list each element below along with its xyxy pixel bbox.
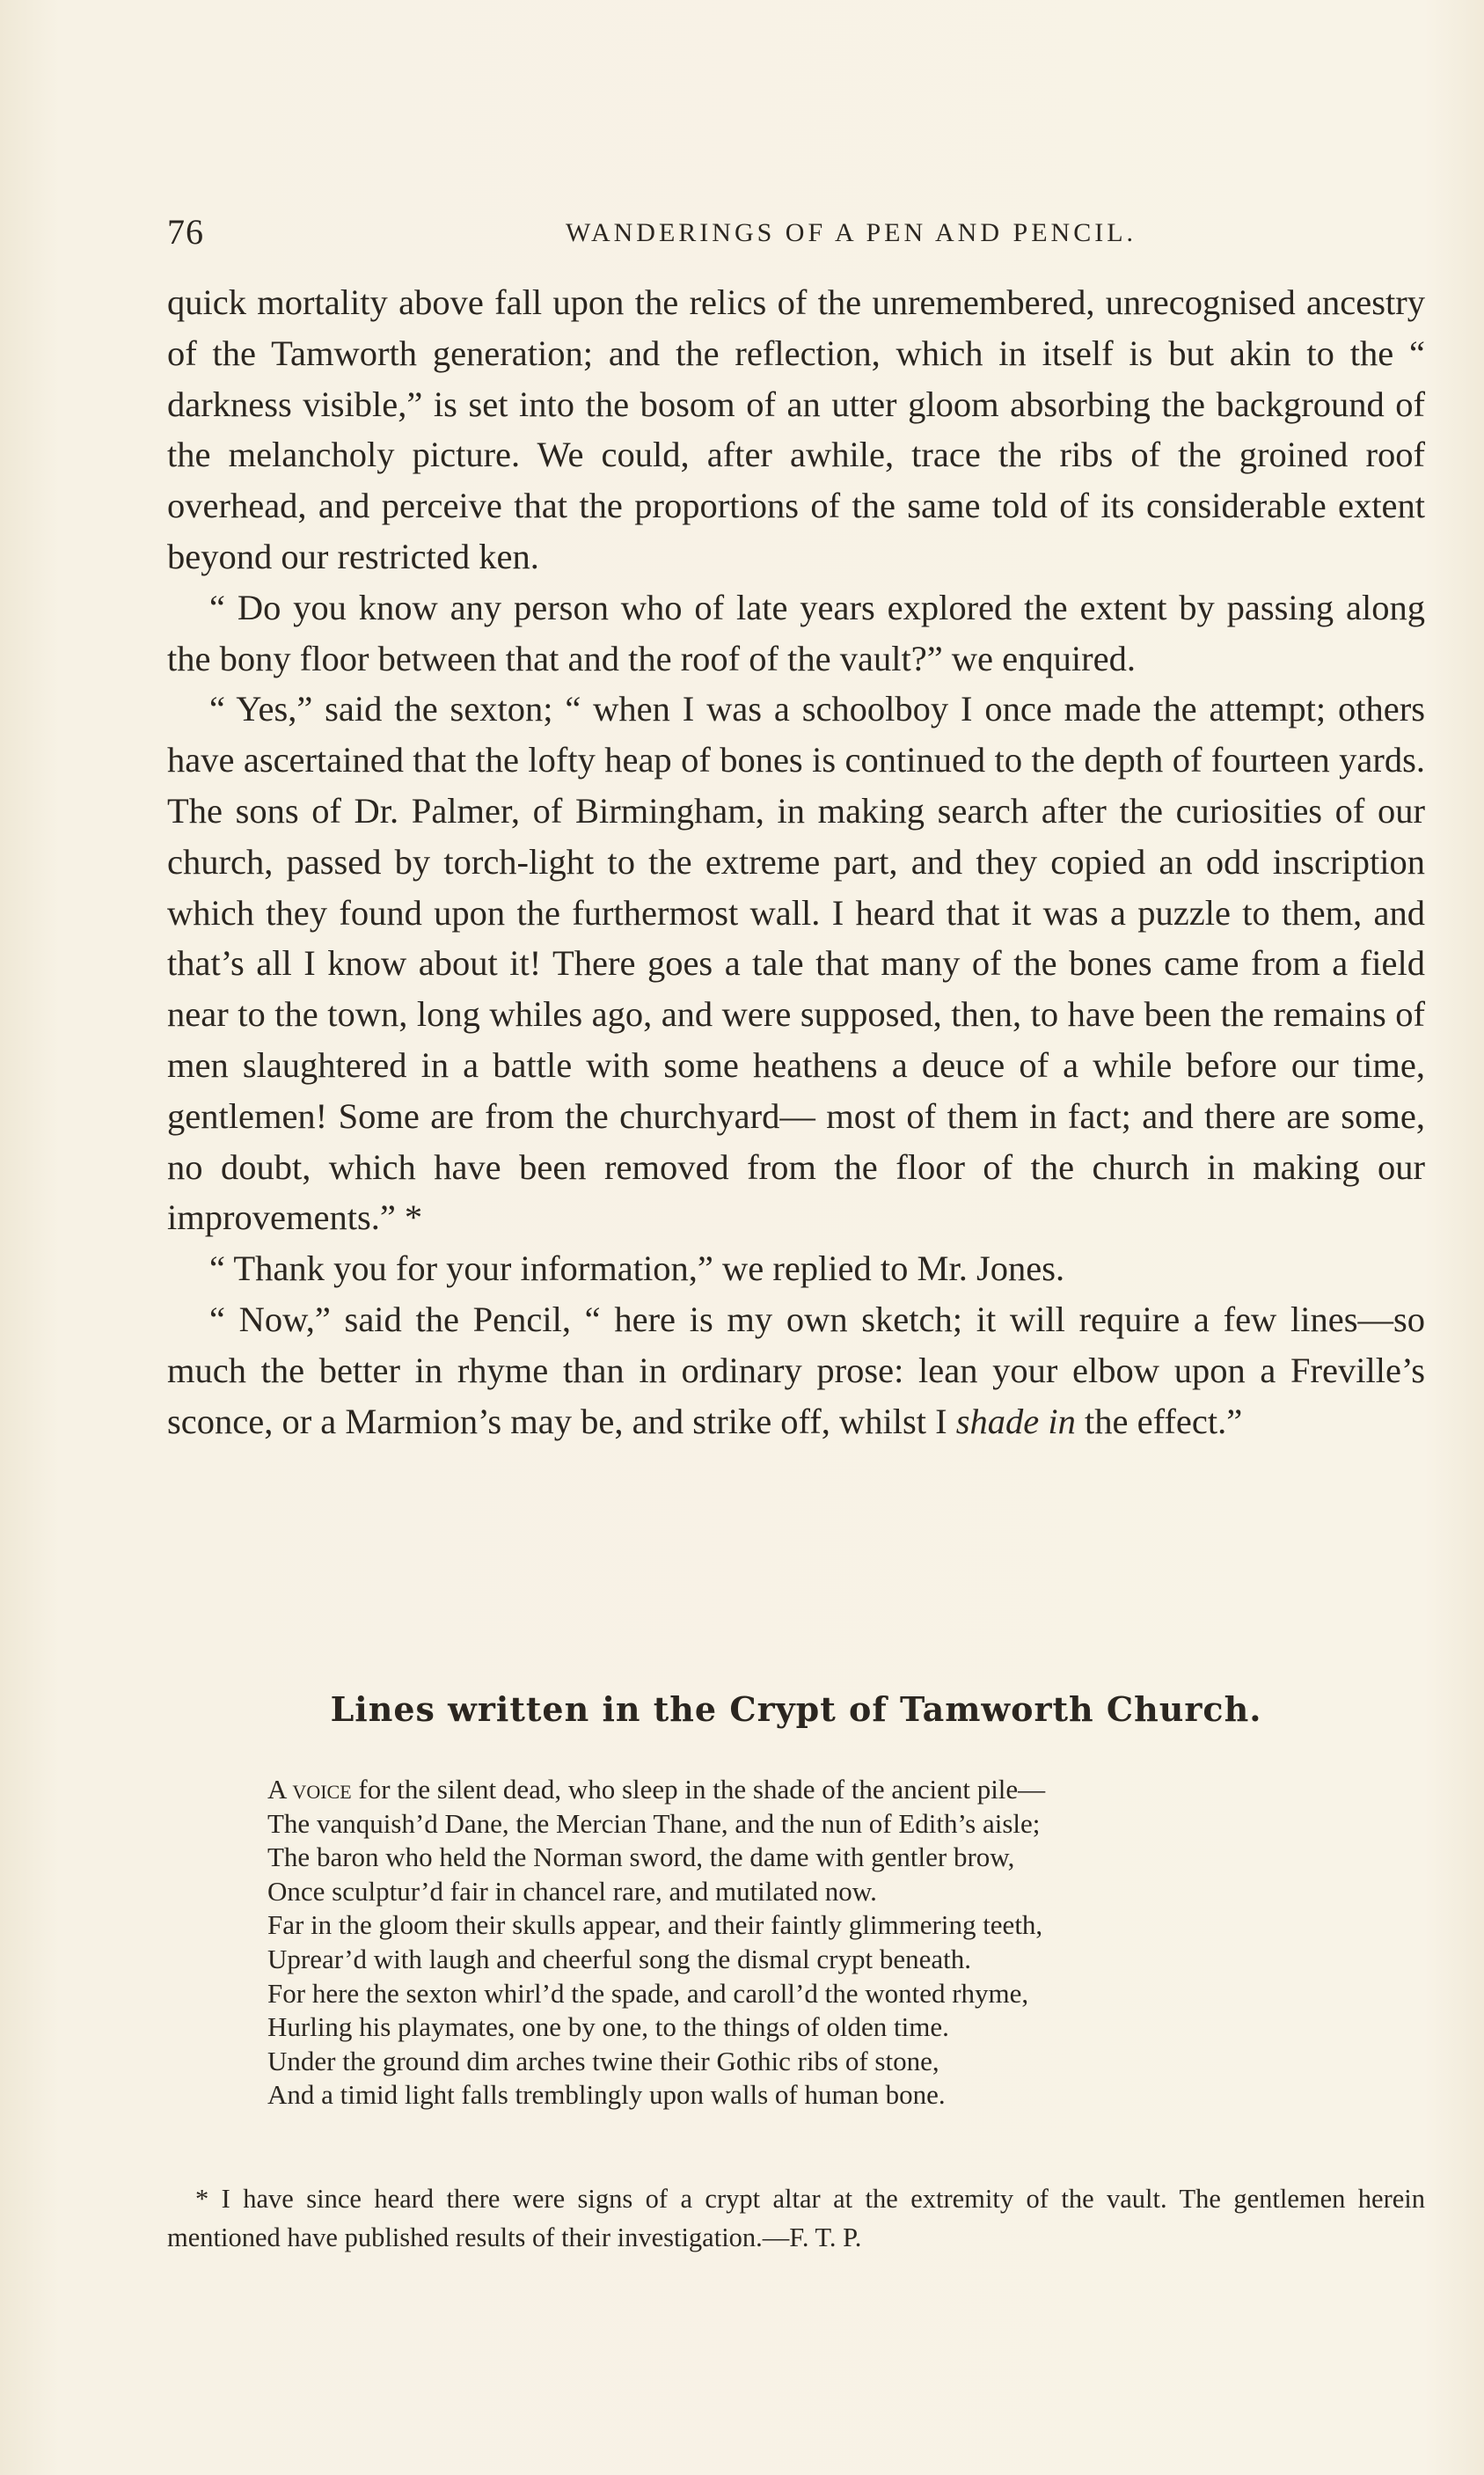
poem-line: The vanquish’d Dane, the Mercian Thane, and the nun of Edith’s aisle; xyxy=(267,1807,1041,1839)
poem-title: Lines written in the Crypt of Tamworth Church. xyxy=(330,1689,1262,1729)
paragraph-4: “ Thank you for your information,” we replied to Mr. Jones. xyxy=(209,1248,1065,1289)
poem-line: For here the sexton whirl’d the spade, and caroll’d the wonted rhyme, xyxy=(267,1977,1029,2009)
body-text xyxy=(167,277,1425,1446)
poem-line: Hurling his playmates, one by one, to the things of olden time. xyxy=(267,2011,949,2043)
page-header xyxy=(167,211,1429,255)
paragraph-5-end: the effect.” xyxy=(1085,1401,1243,1441)
poem-first-words: A voice xyxy=(267,1774,352,1805)
poem-line: Once sculptur’d fair in chancel rare, and mutilated now. xyxy=(267,1875,877,1907)
paragraph-5-text: “ Now,” said the Pencil, “ here is my own sketch; it will require a few lines—so much the better in rhyme than in ordinary prose: lean your elbow upon a Freville’s sconce, or a Marmion’s may be, and strike off, whilst I xyxy=(167,1299,1425,1441)
poem-line: Uprear’d with laugh and cheerful song the dismal crypt beneath. xyxy=(267,1943,971,1974)
poem-line: Far in the gloom their skulls appear, and their faintly glimmering teeth, xyxy=(267,1909,1043,1941)
poem-line: Under the ground dim arches twine their Gothic ribs of stone, xyxy=(267,2045,939,2076)
poem-first-rest: for the silent dead, who sleep in the shade of the ancient pile— xyxy=(358,1774,1046,1805)
poem-line xyxy=(267,1773,1279,1807)
running-head: WANDERINGS OF A PEN AND PENCIL. xyxy=(565,218,1137,247)
paragraph-5 xyxy=(167,1294,1425,1446)
paragraph-1: quick mortality above fall upon the relics of the unremembered, unrecognised ancestry of the Tamworth generation; and the reflection, which in itself is but akin to the “ darkness visible,” is set into the bosom of an utter gloom absorbing the background of the melancholy picture. We could, after awhile, trace the ribs of the groined roof overhead, and perceive that the proportions of the same told of its considerable extent beyond our restricted ken. xyxy=(167,282,1425,576)
poem-line: And a timid light falls tremblingly upon walls of human bone. xyxy=(267,2079,946,2111)
page-number: 76 xyxy=(167,212,204,252)
paragraph-5-italic: shade in xyxy=(955,1401,1076,1441)
poem xyxy=(267,1773,1279,2113)
footnote: * I have since heard there were signs of a crypt altar at the extremity of the vault. The gentlemen herein mentioned have published results of their investigation.—F. T. P. xyxy=(167,2184,1425,2252)
paragraph-2: “ Do you know any person who of late years explored the extent by passing along the bony floor between that and the roof of the vault?” we enquired. xyxy=(167,587,1425,678)
poem-line: The baron who held the Norman sword, the dame with gentler brow, xyxy=(267,1842,1015,1873)
paragraph-3: “ Yes,” said the sexton; “ when I was a schoolboy I once made the attempt; others have ascertained that the lofty heap of bones is continued to the depth of fourteen yards. The sons of Dr. Palmer, of Birmingham, in making search after the curiosities of our church, passed by torch-light to the extreme part, and they copied an odd inscription which they found upon the furthermost wall. I heard that it was a puzzle to them, and that’s all I know about it! There goes a tale that many of the bones came from a field near to the town, long whiles ago, and were supposed, then, to have been the remains of men slaughtered in a battle with some heathens a deuce of a while before our time, gentlemen! Some are from the churchyard— most of them in fact; and there are some, no doubt, which have been removed from the floor of the church in making our improvements.” * xyxy=(167,689,1425,1238)
